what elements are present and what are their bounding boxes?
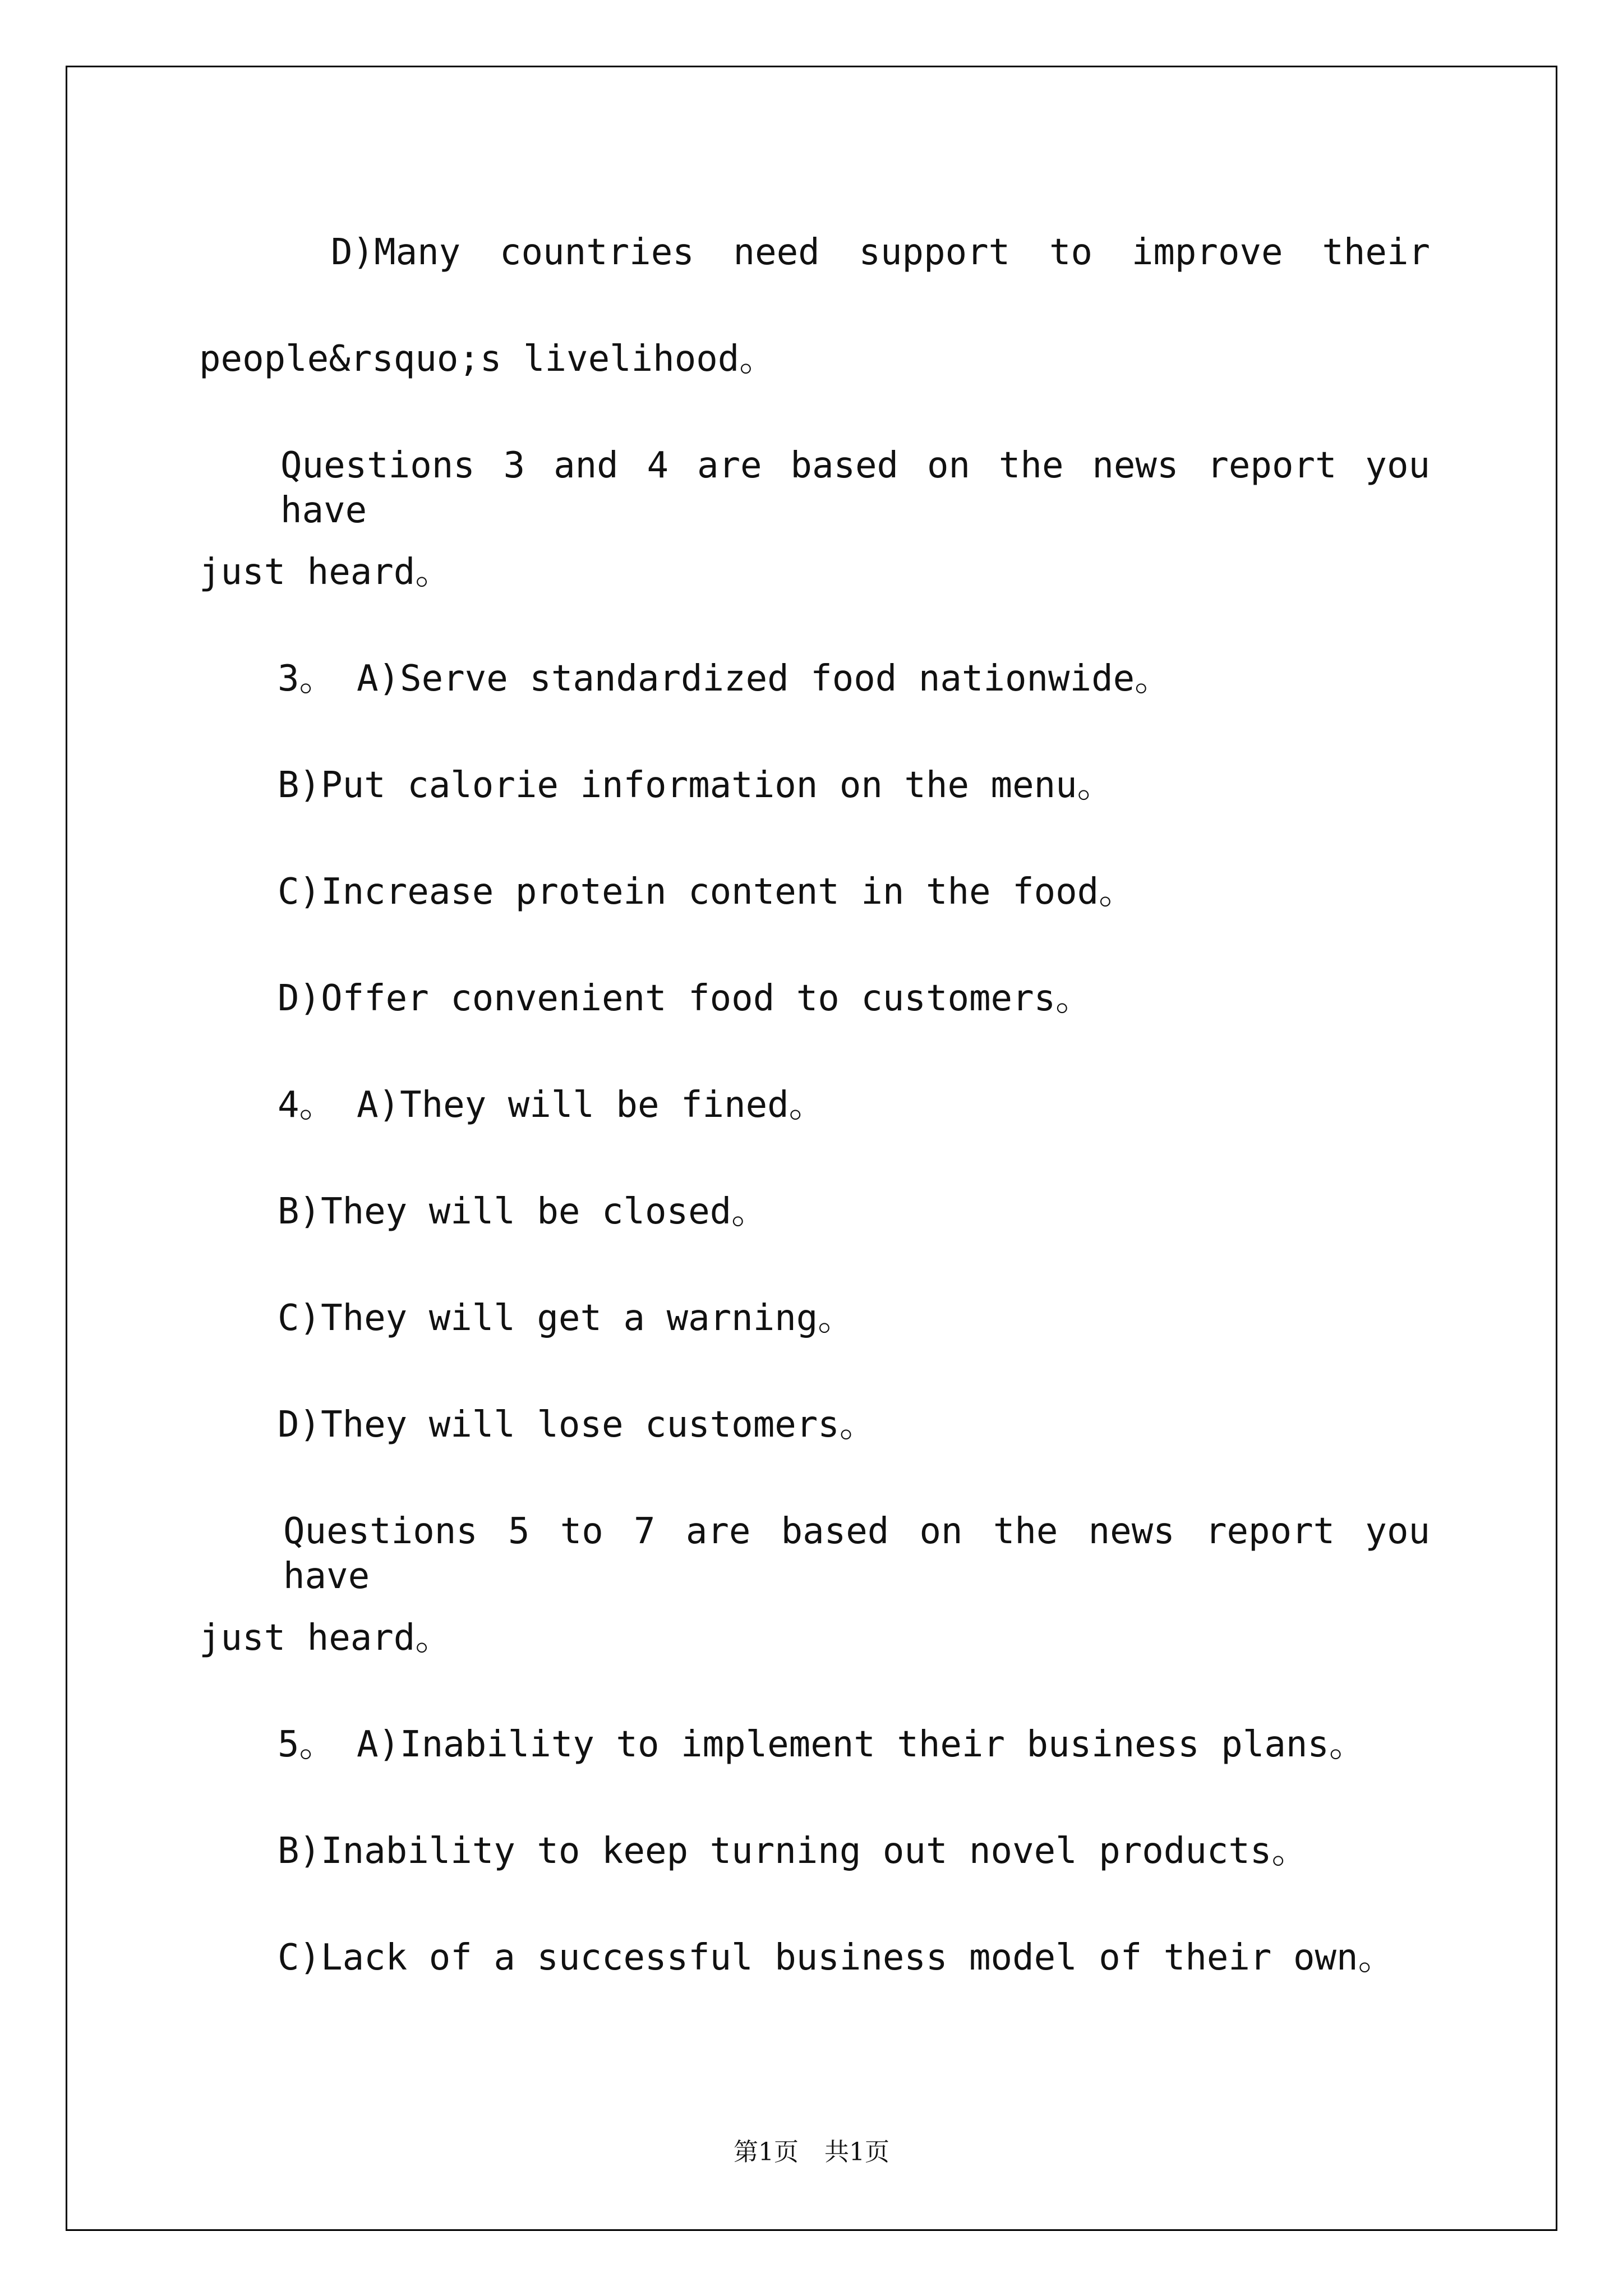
text-line: just heard。 [199,1617,451,1659]
text-line: B)They will be closed。 [278,1191,768,1232]
text-line: just heard。 [199,551,451,593]
text-line: B)Put calorie information on the menu。 [278,765,1113,806]
text-line: D)They will lose customers。 [278,1404,875,1446]
text-line: 5。 A)Inability to implement their business plans。 [278,1724,1365,1765]
text-line: D)Offer convenient food to customers。 [278,978,1092,1019]
text-line: people&rsquo;s livelihood。 [199,338,776,380]
text-line: Questions 3 and 4 are based on the news report you have [280,445,1430,531]
page-number-total: 共1页 [824,2138,889,2166]
page-footer [0,2132,1623,2168]
text-line: Questions 5 to 7 are based on the news report you have [283,1511,1430,1597]
page-number-current: 第1页 [734,2138,799,2166]
text-line: C)Increase protein content in the food。 [278,871,1135,913]
text-line: C)They will get a warning。 [278,1297,854,1339]
text-line: C)Lack of a successful business model of their own。 [278,1937,1394,1978]
text-line: B)Inability to keep turning out novel products。 [278,1830,1308,1872]
text-line: 3。 A)Serve standardized food nationwide。 [278,658,1171,700]
text-line: 4。 A)They will be fined。 [278,1084,825,1126]
text-line: D)Many countries need support to improve their [331,232,1430,273]
